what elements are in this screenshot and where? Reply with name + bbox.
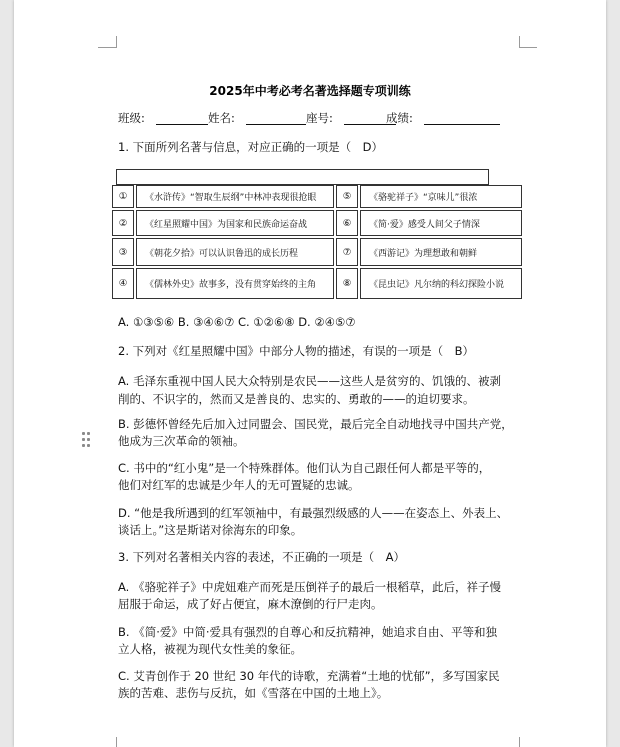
- class-blank[interactable]: [156, 124, 208, 125]
- crop-mark-top-right-h: [519, 47, 537, 48]
- crop-mark-top-left-h: [98, 47, 116, 48]
- table-cell-num: ①: [112, 185, 134, 208]
- crop-mark-bottom-left: [116, 737, 117, 747]
- q1-info-table: [112, 185, 522, 299]
- q2-option-b-line1: B. 彭德怀曾经先后加入过同盟会、国民党，最后完全自动地找寻中国共产党，: [118, 417, 513, 431]
- table-header-box: [116, 169, 489, 185]
- q3-option-a-line2: 屈服于命运，成了好占便宜，麻木潦倒的行尸走肉。: [118, 597, 383, 611]
- q3-option-b-line1: B. 《简·爱》中简·爱具有强烈的自尊心和反抗精神，她追求自由、平等和独: [118, 625, 498, 639]
- table-cell-num: ⑧: [336, 268, 358, 299]
- q1-stem: 1. 下面所列名著与信息，对应正确的一项是（ D）: [118, 140, 383, 154]
- table-cell-text: 《昆虫记》凡尔纳的科幻探险小说: [360, 268, 522, 299]
- q3-option-c-line2: 族的苦难、悲伤与反抗，如《雪落在中国的土地上》。: [118, 686, 389, 700]
- table-cell-num: ⑦: [336, 238, 358, 266]
- q2-option-c-line1: C. 书中的“红小鬼”是一个特殊群体。他们认为自己跟任何人都是平等的，: [118, 461, 491, 475]
- name-label: 姓名:: [208, 111, 235, 125]
- table-cell-num: ⑤: [336, 185, 358, 208]
- table-cell-num: ③: [112, 238, 134, 266]
- crop-mark-top-right-v: [519, 36, 520, 48]
- crop-mark-bottom-right: [519, 737, 520, 747]
- q2-option-b-line2: 他成为三次革命的领袖。: [118, 434, 245, 448]
- student-info-row: [118, 110, 518, 126]
- q2-option-d-line1: D. “他是我所遇到的红军领袖中，有最强烈级感的人——在姿态上、外表上、: [118, 506, 509, 520]
- table-cell-text: 《骆驼祥子》“京味儿”很浓: [360, 185, 522, 208]
- q2-option-d-line2: 谈话上。”这是斯诺对徐海东的印象。: [118, 523, 303, 537]
- table-cell-text: 《儒林外史》故事多，没有贯穿始终的主角: [136, 268, 334, 299]
- name-blank[interactable]: [246, 124, 306, 125]
- score-label: 成绩:: [386, 111, 413, 125]
- table-cell-text: 《红星照耀中国》为国家和民族命运奋战: [136, 210, 334, 236]
- q2-option-c-line2: 他们对红军的忠诚是少年人的无可置疑的忠诚。: [118, 478, 360, 492]
- q3-option-a-line1: A. 《骆驼祥子》中虎妞难产而死是压倒祥子的最后一根稻草，此后，祥子慢: [118, 580, 501, 594]
- table-cell-num: ④: [112, 268, 134, 299]
- q3-stem: 3. 下列对名著相关内容的表述，不正确的一项是（ A）: [118, 550, 405, 564]
- table-cell-text: 《简·爱》感受人间父子情深: [360, 210, 522, 236]
- q1-options: A. ①③⑤⑥ B. ③④⑥⑦ C. ①②⑥⑧ D. ②④⑤⑦: [118, 315, 356, 329]
- score-blank[interactable]: [424, 124, 500, 125]
- table-cell-text: 《朝花夕拾》可以认识鲁迅的成长历程: [136, 238, 334, 266]
- table-cell-text: 《水浒传》“智取生辰纲”中林冲表现很抢眼: [136, 185, 334, 208]
- table-cell-num: ⑥: [336, 210, 358, 236]
- crop-mark-top-left-v: [116, 36, 117, 48]
- q3-option-b-line2: 立人格，被视为现代女性美的象征。: [118, 642, 302, 656]
- seat-label: 座号:: [306, 111, 333, 125]
- q2-option-a-line2: 削的、不识字的，然而又是善良的、忠实的、勇敢的——的迫切要求。: [118, 392, 475, 406]
- table-cell-text: 《西游记》为理想敢和朝鲜: [360, 238, 522, 266]
- q2-option-a-line1: A. 毛泽东重视中国人民大众特别是农民——这些人是贫穷的、饥饿的、被剥: [118, 374, 501, 388]
- document-title: 2025年中考必考名著选择题专项训练: [209, 84, 411, 98]
- class-label: 班级:: [118, 111, 145, 125]
- table-cell-num: ②: [112, 210, 134, 236]
- drag-handle-icon[interactable]: [82, 432, 92, 448]
- q2-stem: 2. 下列对《红星照耀中国》中部分人物的描述，有误的一项是（ B）: [118, 344, 475, 358]
- q3-option-c-line1: C. 艾青创作于 20 世纪 30 年代的诗歌，充满着“土地的忧郁”，多写国家民: [118, 669, 500, 683]
